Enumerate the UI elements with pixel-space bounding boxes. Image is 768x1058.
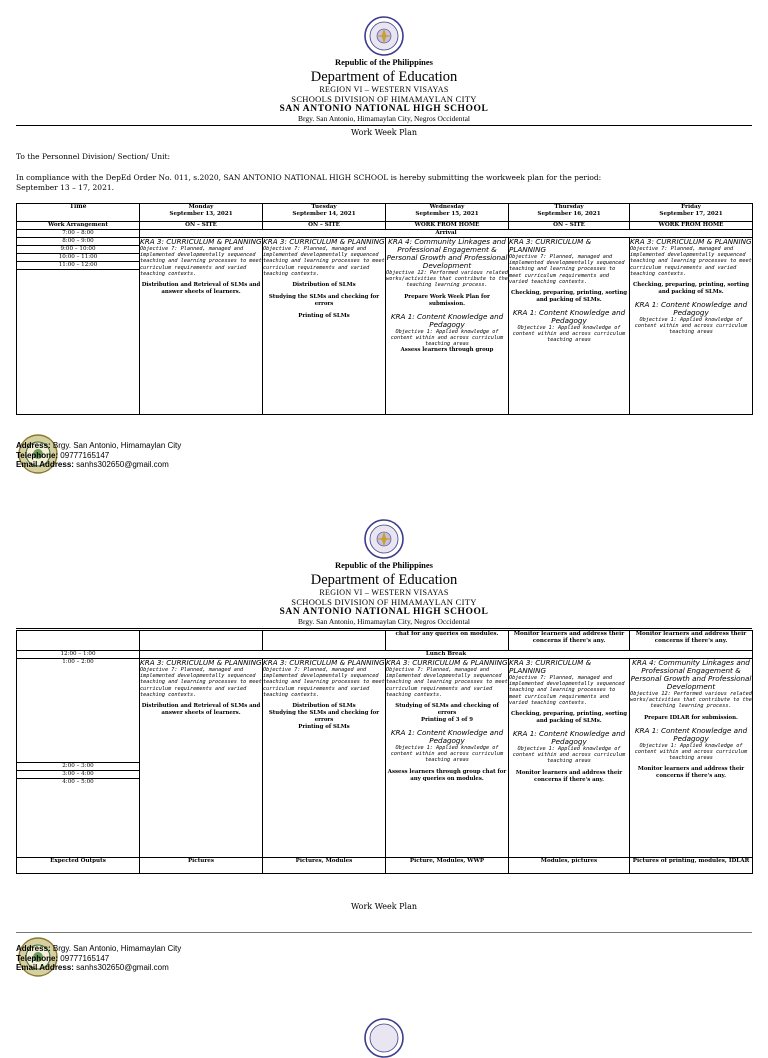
department-title: Department of Education — [310, 68, 458, 85]
kra-label: KRA 3: CURRICULUM & PLANNING — [509, 237, 592, 254]
kra-label: KRA 3: CURRICULUM & PLANNING — [509, 658, 592, 675]
arrangement-fri: WORK FROM HOME — [630, 222, 753, 230]
time-row — [17, 238, 753, 246]
thu-cont-cell: Monitor learners and address their concerns if there's any. — [509, 631, 630, 651]
lunch-time: 12:00 – 1:00 — [17, 651, 140, 659]
thu-pm-cell — [509, 659, 630, 858]
tue-cont-cell — [263, 631, 386, 651]
contact-footer — [16, 944, 746, 973]
division-text: SCHOOLS DIVISION OF HIMAMAYLAN CITY — [291, 93, 477, 104]
department-title: Department of Education — [310, 571, 458, 588]
activity-text: Studying of SLMs and checking of errors — [395, 703, 499, 717]
address-value: Brgy. San Antonio, Himamaylan City — [50, 441, 182, 450]
work-arrangement-row — [17, 222, 753, 230]
division-text: SCHOOLS DIVISION OF HIMAMAYLAN CITY — [291, 596, 477, 607]
output-fri: Pictures of printing, modules, IDLAR — [630, 858, 753, 874]
activity-text: Monitor learners and address their concerns if there's any. — [515, 769, 623, 783]
wed-cont-cell: chat for any queries on modules. — [386, 631, 509, 651]
arrival-label: Arrival — [140, 230, 753, 238]
deped-seal-icon — [364, 16, 404, 56]
header-divider — [16, 628, 752, 629]
telephone-label: Telephone: — [16, 450, 59, 460]
time-slot: 9:00 – 10:00 — [17, 246, 140, 254]
time-slot: 1:00 – 2:00 — [17, 659, 140, 763]
tue-am-cell — [263, 238, 386, 415]
time-slot: 10:00 – 11:00 — [17, 254, 140, 262]
mon-am-cell — [140, 238, 263, 415]
objective-text: Objective 7: Planned, managed and implemented developmentally sequenced teaching and learning processes to meet curriculum requirements and varied teaching contexts. — [140, 667, 262, 698]
school-address: Brgy. San Antonio, Himamaylan City, Negros Occidental — [298, 617, 470, 627]
activity-text: Distribution and Retrieval of SLMs and answer sheets of learners. — [141, 703, 261, 717]
activity-text: Studying the SLMs and checking for errors — [268, 710, 380, 724]
footer-telephone — [16, 954, 746, 964]
email-label: Email Address: — [16, 460, 74, 469]
objective-text: Objective 1: Applied knowledge of content within and across curriculum teaching areas — [512, 325, 626, 344]
activity-text: Assess learners through group chat for any queries on modules. — [387, 768, 507, 782]
activity-text: Checking, preparing, printing, sorting and packing of SLMs. — [510, 711, 628, 725]
fri-am-cell — [630, 238, 753, 415]
objective-text: Objective 7: Planned, managed and implemented developmentally sequenced teaching and learning processes to meet curriculum requirements and varied teaching contexts. — [509, 254, 625, 285]
kra-label: KRA 4: Community Linkages and Professional Engagement & Personal Growth and Professional Development — [386, 237, 508, 270]
address-label: Address: — [16, 944, 51, 953]
outputs-row — [17, 858, 753, 874]
lunch-label: Lunch Break — [140, 651, 753, 659]
letterhead — [0, 58, 768, 124]
arrival-time: 7:00 – 8:00 — [17, 230, 140, 238]
region-text: REGION VI – WESTERN VISAYAS — [319, 85, 449, 95]
kra-label: KRA 1: Content Knowledge and Pedagogy — [634, 300, 748, 318]
kra-label: KRA 4: Community Linkages and Professional Engagement & Personal Growth and Professional Development — [630, 658, 752, 691]
school-name: SAN ANTONIO NATIONAL HIGH SCHOOL — [279, 104, 489, 115]
kra-label: KRA 1: Content Knowledge and Pedagogy — [390, 728, 504, 746]
header-divider — [16, 125, 752, 126]
footer-address — [16, 944, 746, 954]
compliance-text — [16, 173, 746, 193]
objective-text: Objective 7: Planned, managed and implemented developmentally sequenced teaching and learning processes to meet curriculum requirements and varied teaching contexts. — [630, 246, 752, 277]
day-header-fri: Friday September 17, 2021 — [630, 204, 753, 222]
day-header-tue: Tuesday September 14, 2021 — [263, 204, 386, 222]
telephone-value: 09777165147 — [58, 450, 110, 460]
work-week-table-continued — [16, 630, 753, 874]
objective-text: Objective 7: Planned, managed and implemented developmentally sequenced teaching and learning processes to meet curriculum requirements and varied teaching contexts. — [263, 246, 385, 277]
wed-am-cell — [386, 238, 509, 415]
output-thu: Modules, pictures — [509, 858, 630, 874]
day-header-mon: Monday September 13, 2021 — [140, 204, 263, 222]
day-header-thu: Thursday September 16, 2021 — [509, 204, 630, 222]
output-tue: Pictures, Modules — [263, 858, 386, 874]
arrangement-thu: ON – SITE — [509, 222, 630, 230]
objective-text: Objective 7: Planned, managed and implemented developmentally sequenced teaching and learning processes to meet curriculum requirements and varied teaching contexts. — [386, 667, 508, 698]
kra-label: KRA 3: CURRICULUM & PLANNING — [263, 658, 385, 667]
arrangement-mon: ON – SITE — [140, 222, 263, 230]
kra-label: KRA 3: CURRICULUM & PLANNING — [386, 658, 508, 667]
objective-text: Objective 1: Applied knowledge of content within and across curriculum teaching areas — [390, 328, 504, 348]
mon-pm-cell — [140, 659, 263, 858]
kra-label: KRA 1: Content Knowledge and Pedagogy — [512, 308, 626, 326]
email-value: sanhs302650@gmail.com — [73, 963, 169, 972]
footer-divider — [16, 932, 752, 933]
kra-label: KRA 3: CURRICULUM & PLANNING — [140, 658, 262, 667]
contact-footer — [16, 441, 746, 470]
thu-am-cell — [509, 238, 630, 415]
activity-text: Monitor learners and address their concerns if there's any. — [637, 766, 745, 780]
day-header-wed: Wednesday September 15, 2021 — [386, 204, 509, 222]
time-slot: 8:00 – 9:00 — [17, 238, 140, 246]
email-label: Email Address: — [16, 963, 74, 972]
time-slot: 3:00 – 4:00 — [17, 771, 140, 779]
arrangement-wed: WORK FROM HOME — [386, 222, 509, 230]
arrangement-tue: ON – SITE — [263, 222, 386, 230]
objective-text: Objective 1: Applied knowledge of content within and across curriculum teaching areas — [634, 742, 748, 762]
work-arrangement-label: Work Arrangement — [17, 222, 140, 230]
period-text: September 13 – 17, 2021. — [16, 183, 114, 192]
school-name: SAN ANTONIO NATIONAL HIGH SCHOOL — [279, 607, 489, 618]
activity-text: Distribution of SLMs — [292, 282, 356, 289]
activity-text: Checking, preparing, printing, sorting and packing of SLMs. — [510, 290, 628, 304]
compliance-statement: In compliance with the DepEd Order No. 011, s.2020, SAN ANTONIO NATIONAL HIGH SCHOOL is hereby submitting the workweek plan for the period: — [16, 173, 602, 182]
objective-text: Objective 1: Applied knowledge of content within and across curriculum teaching areas — [390, 745, 504, 764]
activity-text: Prepare IDLAR for submission. — [644, 714, 738, 721]
activity-text: Checking, preparing, printing, sorting and packing of SLMs. — [632, 282, 750, 296]
page-title: Work Week Plan — [350, 128, 417, 137]
letterhead — [0, 561, 768, 627]
footer-email — [16, 963, 746, 973]
deped-seal-icon — [364, 519, 404, 559]
objective-text: Objective 12: Performed various related works/activities that contribute to the teaching learning process. — [630, 691, 752, 710]
time-slot: 11:00 – 12:00 — [17, 262, 140, 270]
activity-text: Prepare Work Week Plan for submission. — [404, 293, 490, 307]
table-header-row — [17, 204, 753, 222]
activity-text: Printing of SLMs — [298, 313, 350, 320]
output-wed: Picture, Modules, WWP — [386, 858, 509, 874]
school-address: Brgy. San Antonio, Himamaylan City, Negros Occidental — [298, 114, 470, 124]
page-title: Work Week Plan — [350, 902, 417, 911]
time-slot-empty — [17, 270, 140, 415]
kra-label: KRA 1: Content Knowledge and Pedagogy — [390, 311, 504, 329]
telephone-value: 09777165147 — [58, 953, 110, 963]
objective-text: Objective 7: Planned, managed and implemented developmentally sequenced teaching and learning processes to meet curriculum requirements and varied teaching contexts. — [263, 667, 385, 698]
activity-text: Assess learners through group — [400, 347, 494, 354]
address-label: Address: — [16, 441, 51, 450]
time-slot: 2:00 – 3:00 — [17, 763, 140, 771]
fri-pm-cell — [630, 659, 753, 858]
telephone-label: Telephone: — [16, 953, 59, 963]
kra-label: KRA 1: Content Knowledge and Pedagogy — [512, 729, 626, 747]
footer-telephone — [16, 451, 746, 461]
time-header: Time — [17, 204, 140, 222]
objective-text: Objective 7: Planned, managed and implemented developmentally sequenced teaching and learning processes to meet curriculum requirements and varied teaching contexts. — [140, 246, 262, 277]
pm-row — [17, 659, 753, 763]
kra-label: KRA 1: Content Knowledge and Pedagogy — [634, 725, 748, 743]
objective-text: Objective 7: Planned, managed and implemented developmentally sequenced teaching and learning processes to meet curriculum requirements and varied teaching contexts. — [509, 675, 625, 706]
activity-text: Studying the SLMs and checking for errors — [268, 294, 380, 308]
kra-label: KRA 3: CURRICULUM & PLANNING — [630, 237, 752, 246]
deped-seal-icon — [364, 1018, 404, 1058]
addressee-line: To the Personnel Division/ Section/ Unit: — [16, 152, 171, 161]
outputs-label: Expected Outputs — [17, 858, 140, 874]
kra-label: KRA 3: CURRICULUM & PLANNING — [263, 237, 385, 246]
activity-text: Distribution of SLMs — [292, 703, 356, 710]
tue-pm-cell — [263, 659, 386, 858]
objective-text: Objective 1: Applied knowledge of content within and across curriculum teaching areas — [634, 317, 748, 336]
activity-text: Printing of SLMs — [298, 724, 350, 731]
republic-text: Republic of the Philippines — [334, 560, 433, 570]
work-week-table — [16, 203, 753, 415]
footer-email — [16, 460, 746, 470]
email-value: sanhs302650@gmail.com — [73, 460, 169, 469]
footer-address — [16, 441, 746, 451]
fri-cont-cell: Monitor learners and address their concerns if there's any. — [630, 631, 753, 651]
region-text: REGION VI – WESTERN VISAYAS — [319, 588, 449, 598]
wed-pm-cell — [386, 659, 509, 858]
activity-text: Printing of 3 of 9 — [421, 717, 473, 724]
mon-cont-cell — [140, 631, 263, 651]
output-mon: Pictures — [140, 858, 263, 874]
time-slot: 4:00 – 5:00 — [17, 779, 140, 858]
objective-text: Objective 1: Applied knowledge of content within and across curriculum teaching areas — [512, 746, 626, 765]
kra-label: KRA 3: CURRICULUM & PLANNING — [140, 237, 262, 246]
time-slot-empty — [17, 631, 140, 651]
republic-text: Republic of the Philippines — [334, 57, 433, 67]
activity-text: Distribution and Retrieval of SLMs and answer sheets of learners. — [141, 282, 261, 296]
objective-text: Objective 12: Performed various related works/activities that contribute to the teaching learning process. — [386, 270, 508, 289]
continued-row — [17, 631, 753, 651]
address-value: Brgy. San Antonio, Himamaylan City — [50, 944, 182, 953]
